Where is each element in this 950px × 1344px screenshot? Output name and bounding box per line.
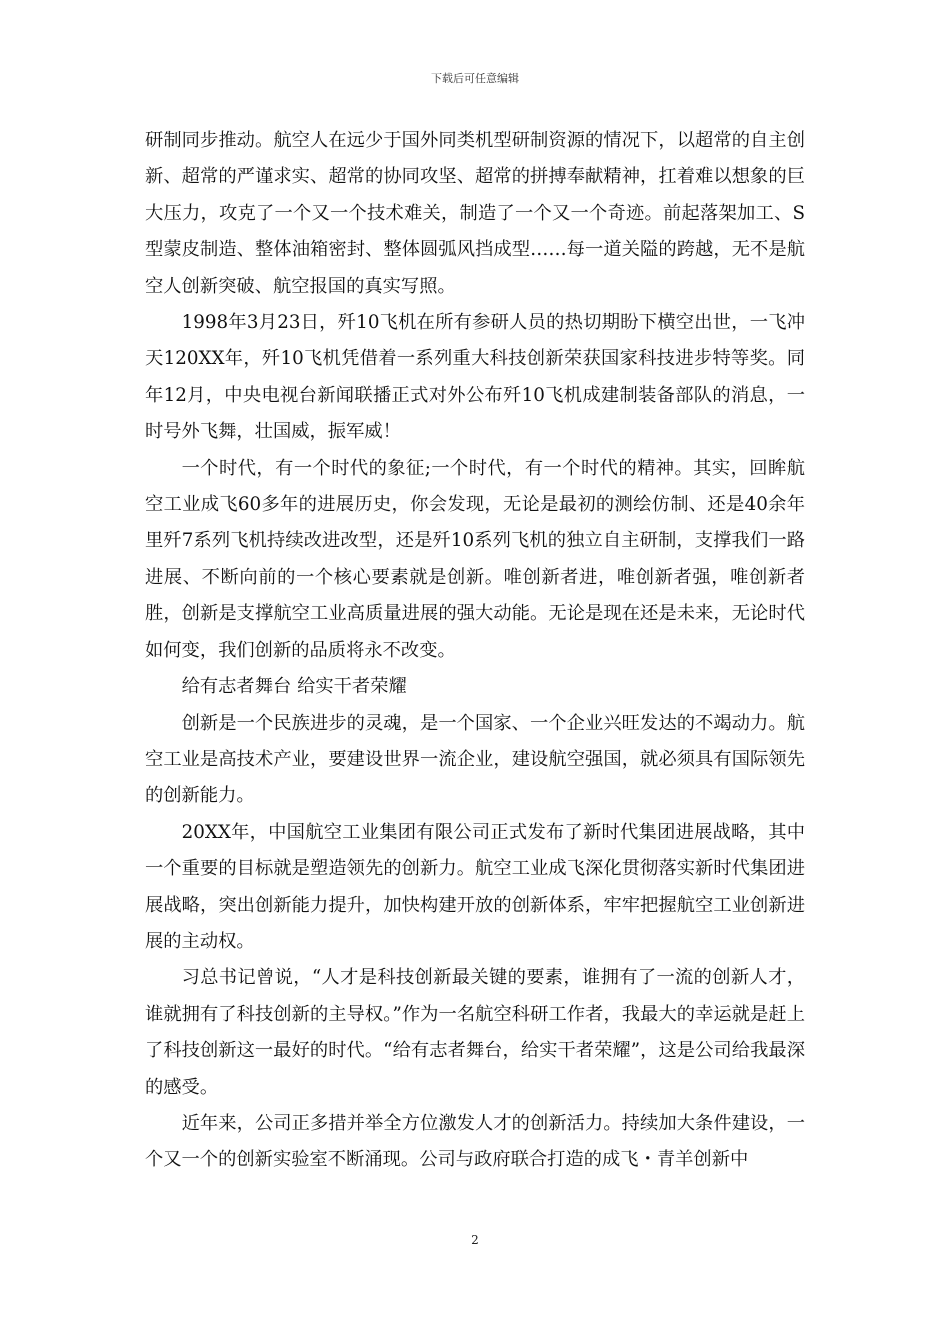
paragraph-innovation-soul: 创新是一个民族进步的灵魂，是一个国家、一个企业兴旺发达的不竭动力。航空工业是高技术产业，要建设世界一流企业，建设航空强国，就必须具有国际领先的创新能力。 bbox=[145, 712, 805, 807]
paragraph-era-spirit: 一个时代，有一个时代的象征;一个时代，有一个时代的精神。其实，回眸航空工业成飞60多年的进展历史，你会发现，无论是最初的测绘仿制、还是40余年里歼7系列飞机持续改进改型，还是歼10系列飞机的独立自主研制，支撑我们一路进展、不断向前的一个核心要素就是创新。唯创新者进，唯创新者强，唯创新者胜，创新是支撑航空工业高质量进展的强大动能。无论是现在还是未来，无论时代如何变，我们创新的品质将永不改变。 bbox=[145, 457, 805, 661]
section-heading: 给有志者舞台 给实干者荣耀 bbox=[181, 676, 407, 698]
document-body bbox=[145, 123, 805, 1179]
page-header-note: 下载后可任意编辑 bbox=[431, 72, 519, 85]
paragraph-j10-first-flight: 1998年3月23日，歼10飞机在所有参研人员的热切期盼下横空出世，一飞冲天120XX年，歼10飞机凭借着一系列重大科技创新荣获国家科技进步特等奖。同年12月，中央电视台新闻联播正式对外公布歼10飞机成建制装备部队的消息，一时号外飞舞，壮国威，振军威！ bbox=[145, 312, 805, 443]
page-number: 2 bbox=[471, 1233, 479, 1247]
paragraph-talent-quote: 习总书记曾说，“人才是科技创新最关键的要素，谁拥有了一流的创新人才，谁就拥有了科技创新的主导权。”作为一名航空科研工作者，我最大的幸运就是赶上了科技创新这一最好的时代。“给有志者舞台，给实干者荣耀”，这是公司给我最深的感受。 bbox=[145, 967, 805, 1098]
paragraph-recent-years: 近年来，公司正多措并举全方位激发人才的创新活力。持续加大条件建设，一个又一个的创新实验室不断涌现。公司与政府联合打造的成飞・青羊创新中 bbox=[145, 1112, 805, 1171]
paragraph-group-strategy: 20XX年，中国航空工业集团有限公司正式发布了新时代集团进展战略，其中一个重要的目标就是塑造领先的创新力。航空工业成飞深化贯彻落实新时代集团进展战略，突出创新能力提升，加快构建开放的创新体系，牢牢把握航空工业创新进展的主动权。 bbox=[145, 821, 805, 952]
paragraph-continuation: 研制同步推动。航空人在远少于国外同类机型研制资源的情况下，以超常的自主创新、超常的严谨求实、超常的协同攻坚、超常的拼搏奉献精神，扛着难以想象的巨大压力，攻克了一个又一个技术难关，制造了一个又一个奇迹。前起落架加工、S型蒙皮制造、整体油箱密封、整体圆弧风挡成型……每一道关隘的跨越，无不是航空人创新突破、航空报国的真实写照。 bbox=[145, 130, 805, 297]
